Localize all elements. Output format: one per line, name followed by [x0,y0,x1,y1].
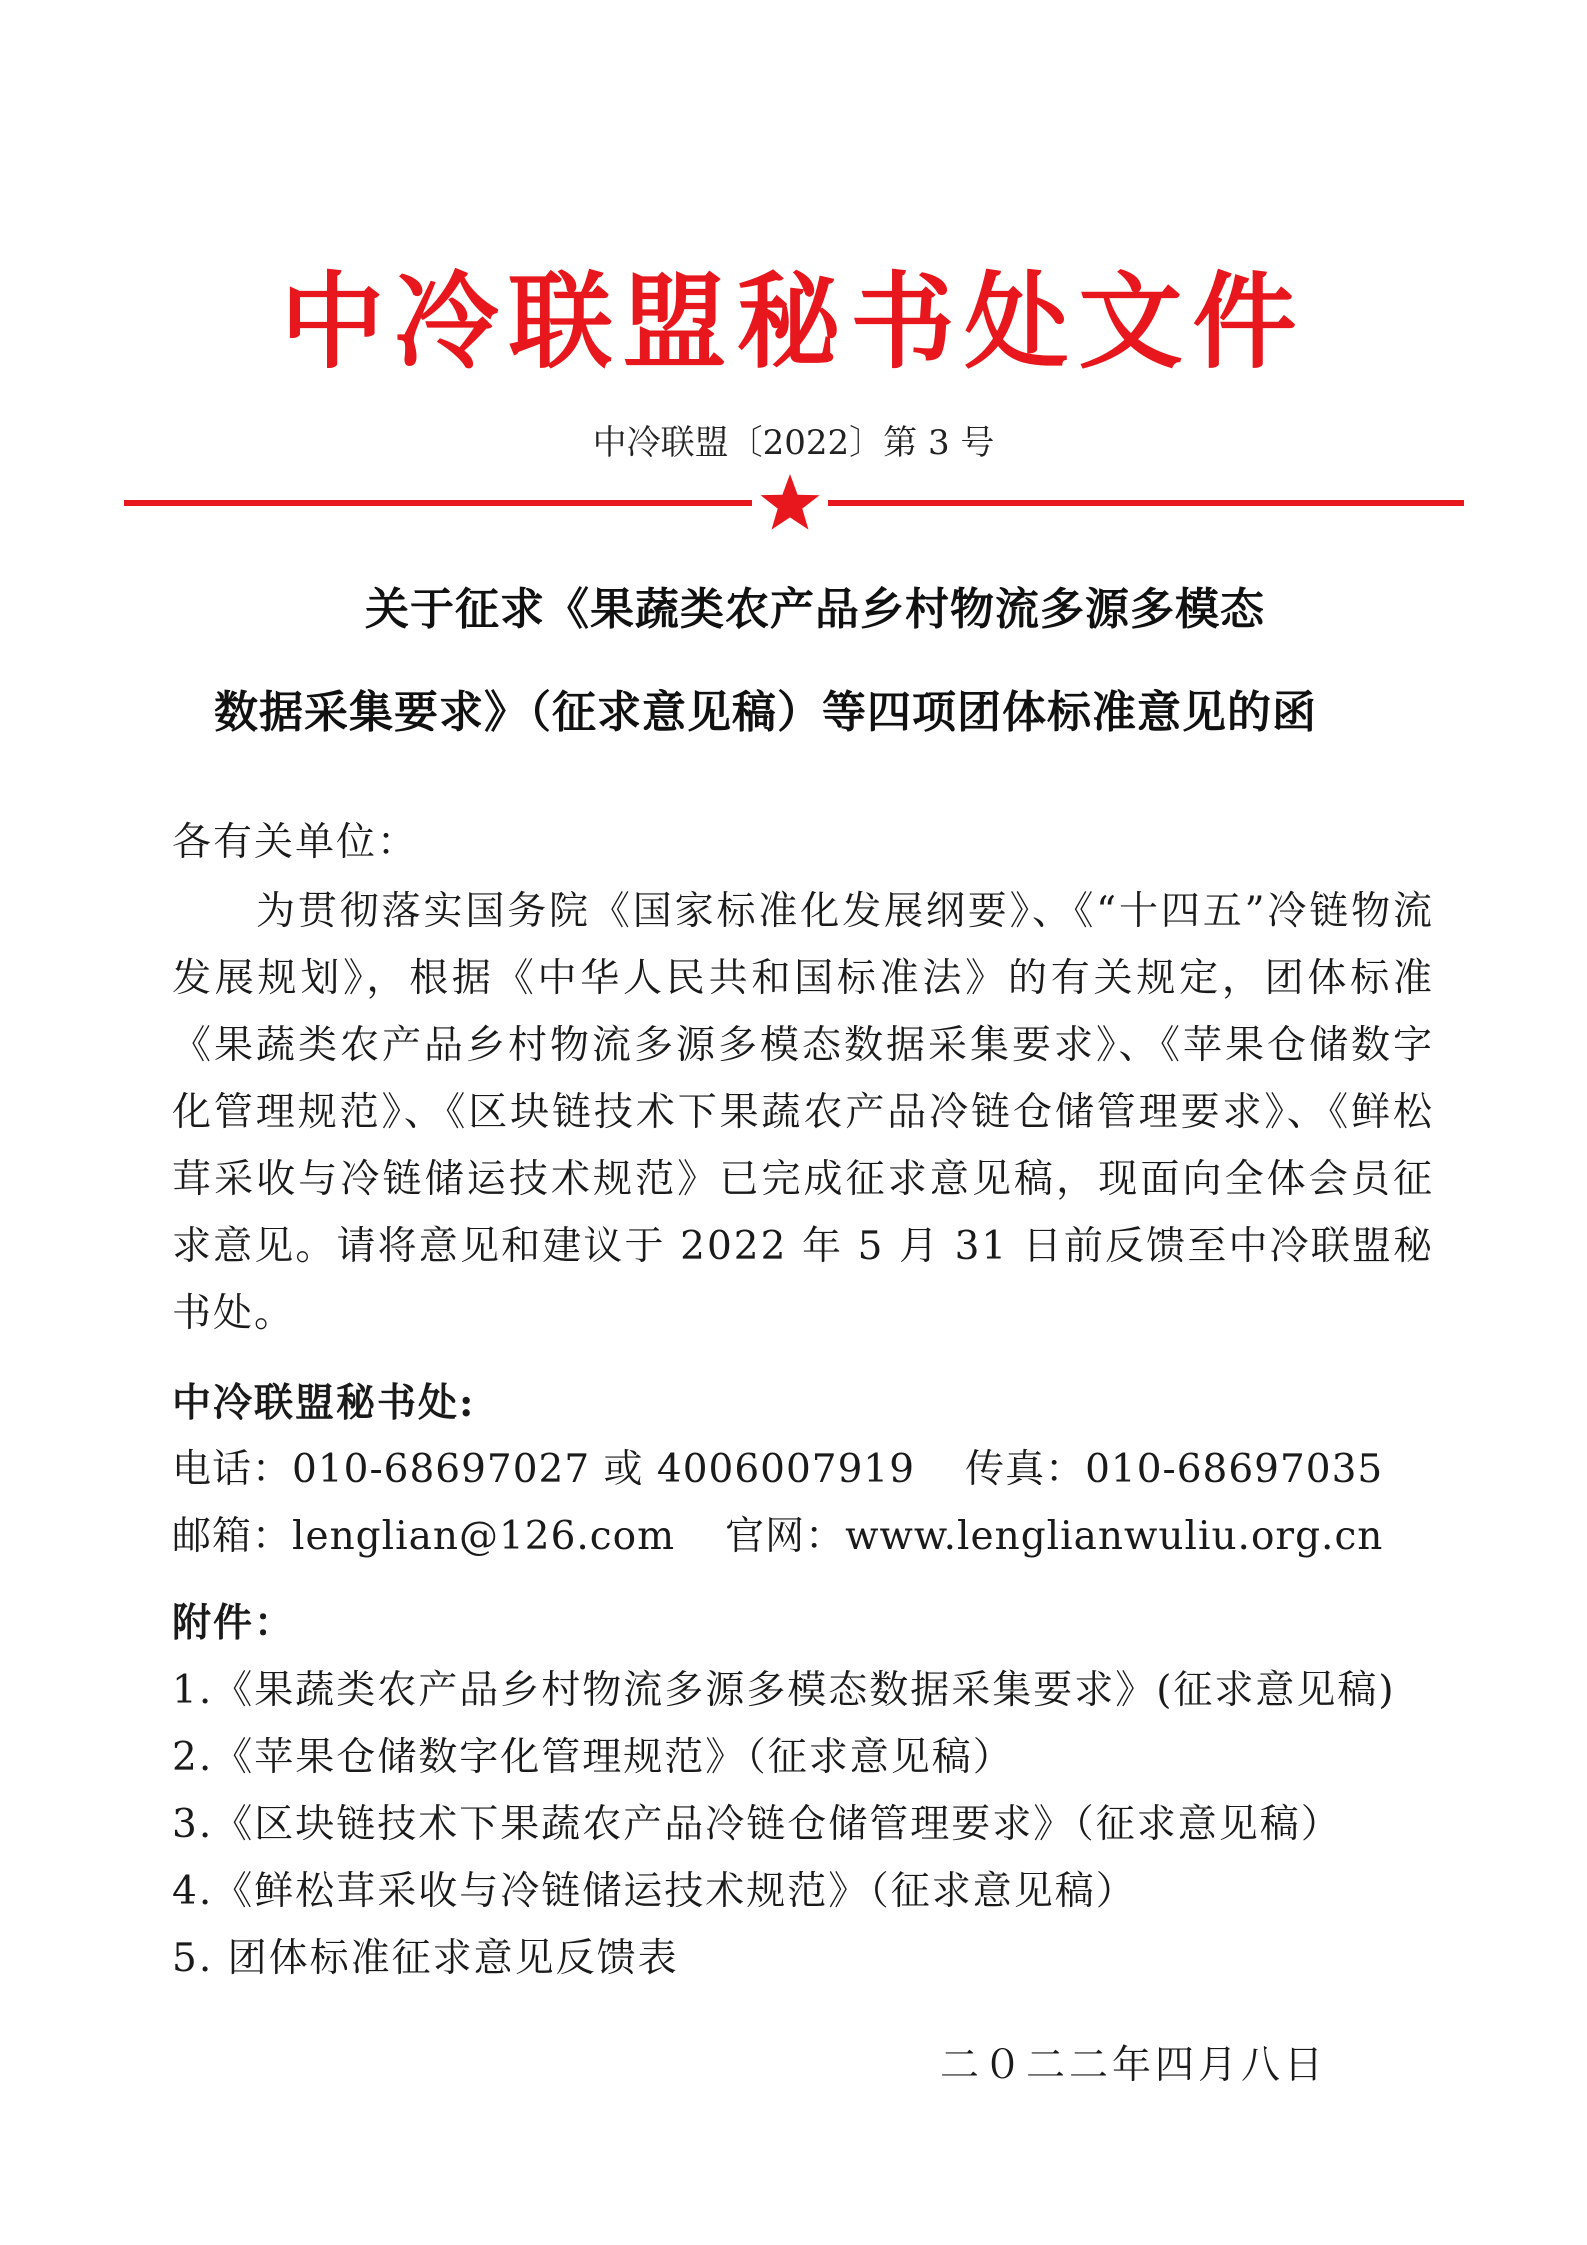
letter-title-line-1: 关于征求《果蔬类农产品乡村物流多源多模态 [365,584,1265,635]
website-label: 官网： [725,1514,846,1559]
salutation: 各有关单位： [172,820,419,865]
star-icon [761,474,820,530]
contact-phone-fax-line [172,1437,1383,1503]
attachment-item: 2.《苹果仓储数字化管理规范》（征求意见稿） [172,1735,1014,1780]
phone-label: 电话： [172,1447,293,1492]
issue-date: 二０二二年四月八日 [940,2043,1328,2088]
attachment-item: 1.《果蔬类农产品乡村物流多源多模态数据采集要求》(征求意见稿) [172,1668,1396,1713]
fax-label: 传真： [965,1447,1086,1492]
attachments-list [172,1657,1396,1992]
letter-title-line-2: 数据采集要求》（征求意见稿）等四项团体标准意见的函 [214,687,1317,738]
website-value: www.lenglianwuliu.org.cn [845,1514,1384,1559]
email-value: lenglian@126.com [292,1514,676,1559]
divider-left-line [124,500,752,506]
contact-email-website-line [172,1504,1383,1570]
attachment-item: 4.《鲜松茸采收与冷链储运技术规范》（征求意见稿） [172,1869,1137,1914]
phone-value: 010-68697027 或 4006007919 [292,1447,916,1492]
contact-heading: 中冷联盟秘书处: [172,1380,476,1426]
attachment-item: 3.《区块链技术下果蔬农产品冷链仓储管理要求》（征求意见稿） [172,1802,1342,1847]
body-paragraph: 为贯彻落实国务院《国家标准化发展纲要》、《“十四五”冷链物流发展规划》，根据《中华人民共和国标准法》的有关规定，团体标准《果蔬类农产品乡村物流多源多模态数据采集要求》、《苹果仓储数字化管理规范》、《区块链技术下果蔬农产品冷链仓储管理要求》、《鲜松茸采收与冷链储运技术规范》已完成征求意见稿，现面向全体会员征求意见。请将意见和建议于 2022 年 5 月 31 日前反馈至中冷联盟秘书处。 [172,889,1434,1336]
document-number: 中冷联盟〔2022〕第 3 号 [592,423,995,463]
divider-right-line [828,500,1464,506]
issuer-header-title: 中冷联盟秘书处文件 [280,260,1307,383]
email-label: 邮箱： [172,1514,293,1559]
fax-value: 010-68697035 [1085,1447,1384,1492]
attachments-heading: 附件： [172,1600,296,1646]
attachment-item: 5. 团体标准征求意见反馈表 [172,1936,679,1981]
red-divider-with-star [124,474,1464,534]
